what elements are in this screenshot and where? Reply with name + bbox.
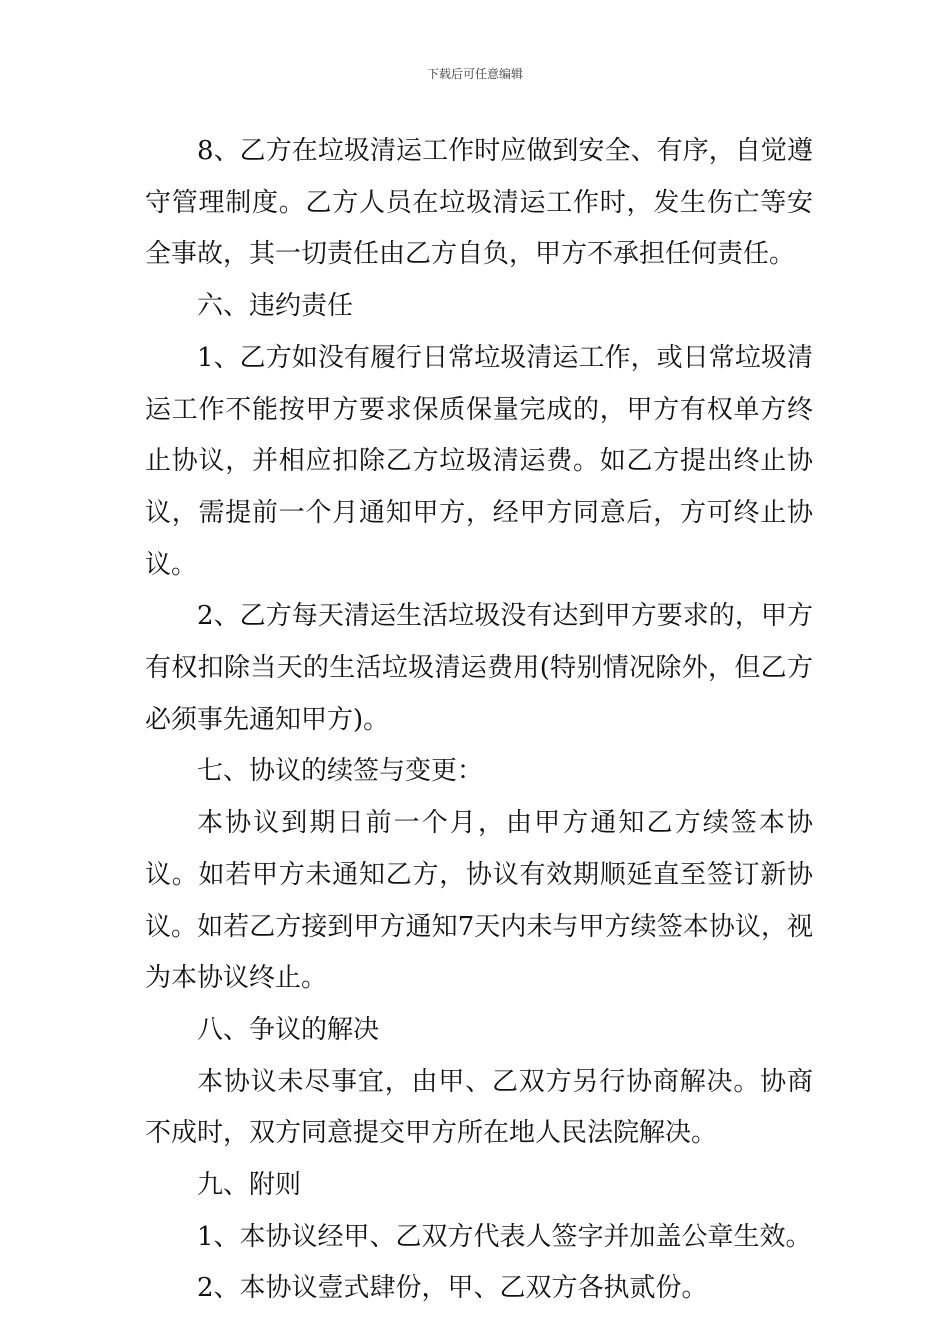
header-note: 下载后可任意编辑 xyxy=(426,67,523,81)
section-heading-breach-liability: 六、违约责任 xyxy=(197,291,354,322)
supplementary-clause-2: 2、本协议壹式肆份，甲、乙双方各执贰份。 xyxy=(197,1273,708,1304)
supplementary-clause-1: 1、本协议经甲、乙双方代表人签字并加盖公章生效。 xyxy=(197,1221,812,1252)
dispute-text: 本协议未尽事宜，由甲、乙双方另行协商解决。协商不成时，双方同意提交甲方所在地人民法院解决。 xyxy=(145,1066,813,1149)
section-heading-renewal: 七、协议的续签与变更： xyxy=(197,756,484,787)
renewal-text: 本协议到期日前一个月，由甲方通知乙方续签本协议。如若甲方未通知乙方，协议有效期顺延直至签订新协议。如若乙方接到甲方通知7天内未与甲方续签本协议，视为本协议终止。 xyxy=(145,808,813,994)
document-body xyxy=(145,126,813,1315)
section-heading-supplementary: 九、附则 xyxy=(197,1170,302,1201)
breach-clause-1: 1、乙方如没有履行日常垃圾清运工作，或日常垃圾清运工作不能按甲方要求保质保量完成的，甲方有权单方终止协议，并相应扣除乙方垃圾清运费。如乙方提出终止协议，需提前一个月通知甲方，经甲方同意后，方可终止协议。 xyxy=(145,342,813,580)
clause-8-safety: 8、乙方在垃圾清运工作时应做到安全、有序，自觉遵守管理制度。乙方人员在垃圾清运工作时，发生伤亡等安全事故，其一切责任由乙方自负，甲方不承担任何责任。 xyxy=(145,136,813,270)
section-heading-dispute: 八、争议的解决 xyxy=(197,1014,380,1045)
breach-clause-2: 2、乙方每天清运生活垃圾没有达到甲方要求的，甲方有权扣除当天的生活垃圾清运费用(特别情况除外，但乙方必须事先通知甲方)。 xyxy=(145,601,813,735)
